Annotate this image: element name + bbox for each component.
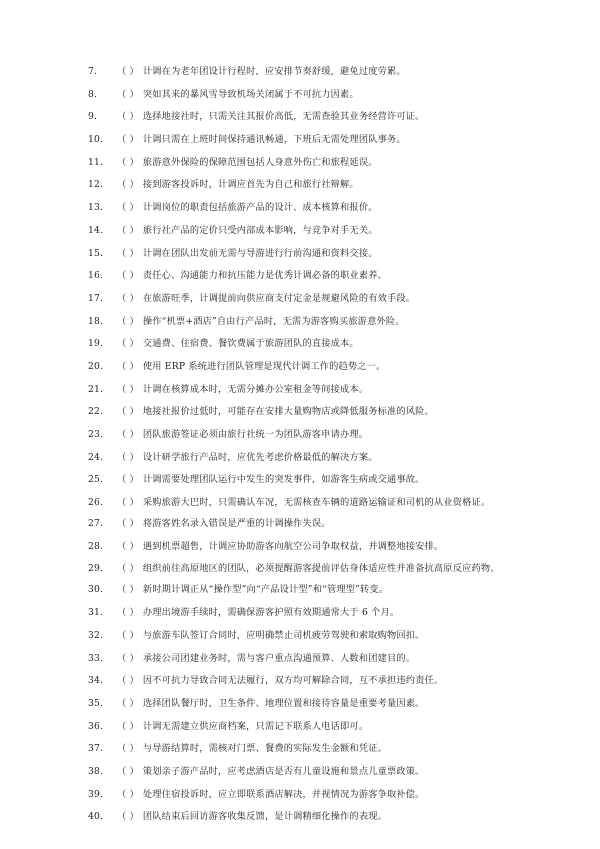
question-number: 40. — [88, 811, 104, 823]
answer-blank[interactable]: （ ） — [117, 540, 139, 552]
question-number: 20. — [88, 360, 104, 372]
answer-blank[interactable]: （ ） — [117, 383, 139, 395]
question-number: 29. — [88, 563, 104, 575]
question-text: 计调只需在上班时间保持通讯畅通，下班后无需处理团队事务。 — [142, 134, 406, 146]
question-number: 30. — [88, 584, 104, 596]
question-text: 团队结束后回访游客收集反馈，是计调精细化操作的表现。 — [142, 811, 387, 823]
answer-blank[interactable]: （ ） — [117, 224, 139, 236]
question-item — [88, 429, 528, 441]
question-text: 责任心、沟通能力和抗压能力是优秀计调必备的职业素养。 — [142, 270, 387, 282]
question-text: 新时期计调正从“操作型”向“产品设计型”和“管理型”转变。 — [142, 584, 389, 596]
question-text: 选择团队餐厅时，卫生条件、地理位置和接待容量是重要考量因素。 — [142, 697, 425, 709]
question-text: 计调在团队出发前无需与导游进行行前沟通和资料交接。 — [142, 247, 378, 259]
question-text: 接到游客投诉时，计调应首先为自己和旅行社辩解。 — [142, 179, 359, 191]
question-item — [88, 630, 528, 642]
question-number: 24. — [88, 451, 104, 463]
question-item — [88, 497, 528, 509]
question-item — [88, 89, 528, 101]
answer-blank[interactable]: （ ） — [117, 629, 139, 641]
answer-blank[interactable]: （ ） — [117, 247, 139, 259]
question-item — [88, 474, 528, 486]
question-text: 计调需要处理团队运行中发生的突发事件，如游客生病或交通事故。 — [142, 474, 425, 486]
answer-blank[interactable]: （ ） — [117, 338, 139, 350]
answer-blank[interactable]: （ ） — [117, 179, 139, 191]
answer-blank[interactable]: （ ） — [117, 518, 139, 530]
question-number: 36. — [88, 720, 104, 732]
answer-blank[interactable]: （ ） — [117, 406, 139, 418]
question-item — [88, 563, 528, 575]
question-item — [88, 675, 528, 687]
question-number: 35. — [88, 697, 104, 709]
question-item — [88, 202, 528, 214]
answer-blank[interactable]: （ ） — [117, 563, 139, 575]
answer-blank[interactable]: （ ） — [117, 360, 139, 372]
question-number: 28. — [88, 540, 104, 552]
question-number: 12. — [88, 179, 104, 191]
question-text: 与导游结算时，需核对门票、餐费的实际发生金额和凭证。 — [142, 743, 387, 755]
question-text: 组织前往高原地区的团队，必须提醒游客提前评估身体适应性并准备抗高原反应药物。 — [142, 563, 500, 575]
question-text: 在旅游旺季，计调提前向供应商支付定金是规避风险的有效手段。 — [142, 292, 416, 304]
answer-blank[interactable]: （ ） — [117, 497, 139, 509]
question-item — [88, 134, 528, 146]
question-item — [88, 338, 528, 350]
answer-blank[interactable]: （ ） — [117, 720, 139, 732]
question-item — [88, 811, 528, 823]
question-text: 突如其来的暴风雪导致机场关闭属于不可抗力因素。 — [142, 88, 359, 100]
question-number: 38. — [88, 765, 104, 777]
question-text: 因不可抗力导致合同无法履行，双方均可解除合同，互不承担违约责任。 — [142, 675, 444, 687]
answer-blank[interactable]: （ ） — [117, 697, 139, 709]
answer-blank[interactable]: （ ） — [117, 451, 139, 463]
question-number: 32. — [88, 629, 104, 641]
question-item — [88, 721, 528, 733]
question-number: 8. — [88, 88, 98, 100]
question-text: 旅游意外保险的保障范围包括人身意外伤亡和旅程延误。 — [142, 156, 378, 168]
question-item — [88, 518, 528, 530]
answer-blank[interactable]: （ ） — [117, 788, 139, 800]
question-text: 将游客姓名录入错误是严重的计调操作失误。 — [142, 518, 331, 530]
question-number: 23. — [88, 429, 104, 440]
question-item — [88, 584, 528, 596]
question-item — [88, 406, 528, 418]
question-number: 15. — [88, 247, 104, 259]
question-number: 14. — [88, 224, 104, 236]
answer-blank[interactable]: （ ） — [117, 111, 139, 123]
question-number: 19. — [88, 338, 104, 350]
question-text: 操作“机票+酒店”自由行产品时，无需为游客购买旅游意外险。 — [142, 315, 405, 327]
question-number: 31. — [88, 607, 104, 619]
answer-blank[interactable]: （ ） — [117, 270, 139, 282]
question-text: 与旅游车队签订合同时，应明确禁止司机疲劳驾驶和索取购物回扣。 — [142, 629, 425, 641]
question-number: 16. — [88, 270, 104, 282]
question-number: 7. — [88, 66, 98, 77]
question-number: 39. — [88, 788, 104, 800]
question-list — [88, 66, 528, 823]
question-text: 办理出境游手续时，需确保游客护照有效期通常大于 6 个月。 — [142, 607, 400, 619]
question-number: 9. — [88, 111, 98, 123]
question-item — [88, 384, 528, 396]
question-text: 旅行社产品的定价只受内部成本影响，与竞争对手无关。 — [142, 224, 378, 236]
question-text: 设计研学旅行产品时，应优先考虑价格最低的解决方案。 — [142, 451, 378, 463]
question-number: 25. — [88, 474, 104, 486]
answer-blank[interactable]: （ ） — [117, 315, 139, 327]
question-number: 27. — [88, 518, 104, 530]
question-text: 遇到机票超售，计调应协助游客向航空公司争取权益，并调整地接安排。 — [142, 540, 444, 552]
answer-blank[interactable]: （ ） — [117, 607, 139, 619]
question-number: 33. — [88, 652, 104, 664]
question-number: 37. — [88, 743, 104, 755]
question-text: 承接公司团建业务时，需与客户重点沟通预算、人数和团建目的。 — [142, 652, 416, 664]
question-item — [88, 452, 528, 464]
question-number: 11. — [88, 156, 104, 168]
answer-blank[interactable]: （ ） — [117, 474, 139, 486]
answer-blank[interactable]: （ ） — [117, 66, 139, 77]
answer-blank[interactable]: （ ） — [117, 88, 139, 100]
question-text: 团队旅游签证必须由旅行社统一为团队游客申请办理。 — [142, 429, 369, 440]
question-text: 采购旅游大巴时，只需确认车况，无需核查车辆的道路运输证和司机的从业资格证。 — [142, 497, 491, 509]
answer-blank[interactable]: （ ） — [117, 156, 139, 168]
question-item — [88, 698, 528, 710]
question-item — [88, 66, 528, 78]
question-item — [88, 179, 528, 191]
question-item — [88, 157, 528, 169]
question-item — [88, 653, 528, 665]
question-text: 处理住宿投诉时，应立即联系酒店解决，并视情况为游客争取补偿。 — [142, 788, 425, 800]
question-text: 策划亲子游产品时，应考虑酒店是否有儿童设施和景点儿童票政策。 — [142, 765, 425, 777]
answer-blank[interactable]: （ ） — [117, 652, 139, 664]
question-item — [88, 766, 528, 778]
question-number: 18. — [88, 315, 104, 327]
question-item — [88, 111, 528, 123]
question-number: 26. — [88, 497, 104, 509]
answer-blank[interactable]: （ ） — [117, 765, 139, 777]
answer-blank[interactable]: （ ） — [117, 743, 139, 755]
question-item — [88, 541, 528, 553]
question-item — [88, 225, 528, 237]
answer-blank[interactable]: （ ） — [117, 811, 139, 823]
question-text: 计调在为老年团设计行程时，应安排节奏舒缓，避免过度劳累。 — [142, 66, 406, 77]
answer-blank[interactable]: （ ） — [117, 202, 139, 214]
answer-blank[interactable]: （ ） — [117, 429, 139, 440]
question-item — [88, 270, 528, 282]
question-number: 34. — [88, 675, 104, 687]
answer-blank[interactable]: （ ） — [117, 584, 139, 596]
question-item — [88, 607, 528, 619]
answer-blank[interactable]: （ ） — [117, 292, 139, 304]
question-number: 13. — [88, 202, 104, 214]
answer-blank[interactable]: （ ） — [117, 134, 139, 146]
question-item — [88, 361, 528, 373]
question-text: 计调在核算成本时，无需分摊办公室租金等间接成本。 — [142, 383, 369, 395]
question-number: 22. — [88, 406, 104, 418]
question-item — [88, 293, 528, 305]
question-item — [88, 789, 528, 801]
question-number: 17. — [88, 292, 104, 304]
question-text: 选择地接社时，只需关注其报价高低，无需查验其业务经营许可证。 — [142, 111, 425, 123]
question-item — [88, 248, 528, 260]
question-item — [88, 316, 528, 328]
answer-blank[interactable]: （ ） — [117, 675, 139, 687]
question-number: 10. — [88, 134, 104, 146]
question-text: 计调岗位的职责包括旅游产品的设计、成本核算和报价。 — [142, 202, 378, 214]
question-text: 计调无需建立供应商档案，只需记下联系人电话即可。 — [142, 720, 369, 732]
question-number: 21. — [88, 383, 104, 395]
question-item — [88, 743, 528, 755]
question-text: 使用 ERP 系统进行团队管理是现代计调工作的趋势之一。 — [142, 360, 386, 372]
question-text: 交通费、住宿费、餐饮费属于旅游团队的直接成本。 — [142, 338, 359, 350]
question-text: 地接社报价过低时，可能存在安排大量购物店或降低服务标准的风险。 — [142, 406, 434, 418]
